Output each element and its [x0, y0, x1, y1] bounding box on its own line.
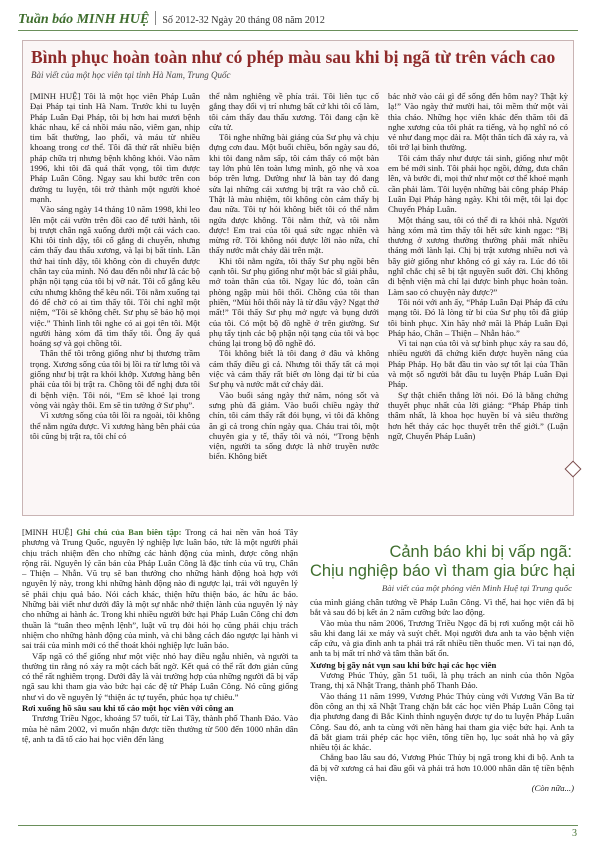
- paragraph: Thân thể tôi trông giống như bị thương trầm trọng. Xương sống của tôi bị lồi ra từ lưng tôi và giống như bị trật ra khỏi khớp. Xương hàng bên phải của tôi bị trật ra. Chồng tôi để nghị đưa tôi đi bệnh viện. Tôi nói, “Em sẽ khoẻ lại trong vòng vài ngày thôi. Em sẽ tin tưởng ở Sư phụ”.: [30, 348, 200, 410]
- paragraph: thể nằm nghiêng về phía trái. Tôi liên tục cố gắng thay đổi vị trí nhưng bất cứ khi tôi cố làm, tôi cảm thấy đau thấu xương. Tôi đang cận kề cửa tử.: [209, 91, 379, 132]
- paragraph: bác nhờ vào cái gì để sống đến hôm nay? Thật kỳ lạ!” Vào ngày thứ mười hai, tôi mềm thử một vài thìa cháo. Những học viên khác đến thăm tôi đã nghe xương của tôi phát ra tiếng, và họ nghĩ nó có vẻ như đang mọc dài ra. Một thân tích đã xảy ra, và tôi trở lại bình thường.: [388, 91, 568, 153]
- page-header: [18, 6, 578, 28]
- issue-info: Số 2012-32 Ngày 20 tháng 08 năm 2012: [162, 15, 325, 26]
- article1-column-3: [388, 91, 568, 509]
- paragraph: Vì tai nạn của tôi và sự bình phục xảy ra sau đó, nhiều người đã chứng kiến được huyền năng của Pháp Pháp. Họ bắt đầu tin vào sự tốt lại của Thần và một số người bắt đầu tu luyện Pháp Luân Đại Pháp.: [388, 338, 568, 390]
- paragraph: Trương Triều Ngọc, khoảng 57 tuổi, từ Lai Tây, thành phố Thanh Đảo. Vào mùa hè năm 2002, vì muốn nhận được tiền thưởng từ 500 đến 1000 nhân dân tệ, anh ta đã tố cáo hai học viên đến làng: [22, 713, 298, 744]
- paragraph: Khi tôi nằm ngửa, tôi thấy Sư phụ ngồi bên cạnh tôi. Sư phụ giống như một bác sĩ giải phẫu, mở toàn thân của tôi. Ngay lúc đó, toàn cân phòng ngập mùi hôi thối. Chồng của tôi than phiền, “Mùi hôi thối này là từ đâu vậy? Ngạt thở mất!” Tôi thấy Sư phụ mở ngực và bụng dưới của tôi. Có một bộ đồ nghề ở trên giường. Sư phụ tẩy tịnh các bộ phận nội tạng của tôi và bọc chúng lại trong bộ đồ nghề đó.: [209, 255, 379, 349]
- header-divider: [155, 11, 156, 25]
- paragraph: Vào sáng ngày 14 tháng 10 năm 1998, khi leo lên một cái vườn trên đồi cao để tưới hành, tôi bị trượt chân ngã xuống dưới một cái vách cao. Khi tôi tỉnh dậy, tôi cố gắng di chuyển, nhưng cảm thấy đau thấu xương, và lại bị bất tỉnh. Lần thứ hai tỉnh dậy, tôi không còn di chuyển được chân tay của mình. Nó đau đến nỗi như là các bộ phận nội tạng của tôi bị vỡ nát. Tôi cố gắng kêu cứu nhưng không thể kêu nổi. Tôi nằm xuống tại đó để chờ có ai tìm thấy tôi. Tôi chỉ nghĩ một niệm, “Tôi sẽ không chết. Sư phụ sẽ bảo hộ mọi việc.” Thình lình tôi nghe có ai gọi tên tôi. Một người hàng xóm đã tìm thấy tôi. Ông ấy quá hoảng sợ và gọi chồng tôi.: [30, 204, 200, 349]
- paragraph: Một tháng sau, tôi có thể đi ra khỏi nhà. Người hàng xóm mà tìm thấy tôi hết sức kinh ngạc: “Bị thương ở xương thường thường phải mất nhiều tháng mới lành lại. Chị bị trật xương nhiều nơi và bây giờ giống như không có gì xảy ra. Lúc đó tôi nghĩ chắc chị sẽ bị tật nguyền suốt đời. Chị không đi bệnh viện mà chỉ lại được bình phục hoàn toàn. Làm sao có chuyện này được?”: [388, 214, 568, 297]
- paragraph: của mình giảng chân tướng về Pháp Luân Công. Vì thế, hai học viên đã bị bắt và sau đó bị kết án 2 năm cưỡng bức lao động.: [310, 597, 574, 618]
- article-section-2: [18, 527, 578, 822]
- section-heading: Xương bị gãy nát vụn sau khi bức hại các học viên: [310, 659, 497, 670]
- paragraph: Tôi không biết là tôi đang ở đâu và không cảm thấy điều gì cả. Nhưng tôi thấy tất cả mọi việc và cảm thấy rất biết ơn lòng đại từ bi của Sư phụ và nước mắt cứ chảy dài.: [209, 348, 379, 390]
- paragraph: Vương Phúc Thủy, gần 51 tuổi, là phụ trách an ninh của thôn Ngõa Trang, thị xã Nhật Trang, thành phố Thanh Đảo.: [310, 670, 574, 691]
- footer-rule: [18, 825, 578, 826]
- article1-column-2: [209, 91, 379, 509]
- section-heading: Rơi xuống hồ sâu sau khi tố cáo một học viên với công an: [22, 703, 234, 714]
- dateline: [MINH HUỆ]: [22, 527, 73, 537]
- paragraph: Sự thật chiến thắng lời nói. Đó là bằng chứng thuyết phục nhất của lời giảng: “Pháp Pháp tinh thâm nhất, là khoa học huyền bí và siêu thường hơn hết thảy các học thuyết trên thế giới.” (Luận ngữ, Chuyển Pháp Luân): [388, 389, 568, 441]
- article-box-1: [22, 40, 574, 516]
- publication-name: Tuần báo MINH HUỆ: [18, 12, 150, 27]
- paragraph: Vào tháng 11 năm 1999, Vương Phúc Thủy cùng với Vương Văn Ba từ đồn công an thị xã Nhật Trang chặn bắt các học viên Pháp Luân Công tại địa phương đang đi Bắc Kinh thỉnh nguyện được tự do tu luyện Pháp Luân Công. Sau đó, anh ta cùng với nền hàng hai tham gia việc bức hại. Anh ta đã bắt giam trái phép các học viên, tống tiền họ, lục soát nhà họ và gây nhiều tội ác khác.: [310, 690, 574, 753]
- article2-title: [310, 543, 576, 581]
- editor-note-label: Ghi chú của Ban biên tập:: [76, 527, 182, 537]
- paragraph: [22, 527, 298, 651]
- article2-column-1: [22, 527, 298, 820]
- page-number: 3: [572, 828, 577, 839]
- paragraph: Tôi nói với anh ấy, “Pháp Luân Đại Pháp đã cứu mạng tôi. Đó là lòng từ bi của Sư phụ tôi đã giúp tôi bình phục. Xin hãy nhớ mãi là Pháp Luân Đại Pháp hảo, Chân – Thiện – Nhẫn hảo.”: [388, 296, 568, 338]
- paragraph: Vào mùa thu năm 2006, Trương Triều Ngọc đã bị rơi xuống một cái hồ sâu khi đang lái xe máy và suýt chết. Mọi người đưa anh ta vào bệnh viện cấp cứu, và gia đình anh ta phải trả rất nhiều tiền thuốc men. Vì tai nạn đó, anh ta bị mất trí nhớ và tâm thần bất ổn.: [310, 617, 574, 659]
- continued-note: (Còn nữa...): [531, 783, 574, 794]
- header-rule: [18, 30, 578, 31]
- paragraph: Chẳng bao lâu sau đó, Vương Phúc Thủy bị ngã trong khi đi bộ. Anh ta đã bị vỡ xương cả hai đầu gối và phải trả hơn 10.000 nhân dân tệ tiền bệnh viện.: [310, 752, 574, 784]
- paragraph: Tôi nghe những bài giảng của Sư phụ và chịu đựng cơn đau. Một buổi chiều, bốn ngày sau đó, khi tôi đang nằm sấp, tôi cảm thấy có một bàn tay lớn phủ lên toàn lưng mình, gõ nhẹ và xoa bóp trên lưng. Dường như là bàn tay đó đang sửa lại những cái xương bị trật ra vào chỗ cũ. Thật là màu nhiệm, tôi không còn cảm thấy bị đau nữa. Tôi tự hỏi không biết tôi có thể nằm ngửa được không. Tôi nằm thử, và tôi nằm được! Em trai của tôi quá sức ngạc nhiên và mừng rỡ. Tôi không nói được lời nào nữa, chỉ thấy nước mắt chảy dài trên mặt.: [209, 132, 379, 256]
- article2-column-2: [310, 597, 574, 819]
- article-title: Bình phục hoàn toàn như có phép màu sau khi bị ngã từ trên vách cao: [31, 47, 556, 67]
- title-line-1: Cảnh báo khi bị vấp ngã:: [389, 543, 572, 561]
- paragraph: [MINH HUỆ] Tôi là một học viên Pháp Luân Đại Pháp tại tỉnh Hà Nam. Trước khi tu luyện Pháp Luân Đại Pháp, tôi bị hơn hai mươi bệnh khác nhau, kể cả nhồi máu não, viêm gan, nhịp tim bất thường, lao phổi, và máu từ nhiều khoang trong cơ thể. Tôi đã thử rất nhiều biện pháp chữa trị nhưng bệnh không khỏi. Vào năm 1996, khi tôi đã quá thất vọng, tôi tìm được Pháp Luân Công. Ngay sau khi bước trên con đường tu luyện, tôi trở thành một người khoẻ mạnh.: [30, 91, 200, 204]
- editor-note-text: Trong cả hai nền văn hoá Tây phương và Trung Quốc, nguyên lý nghiệp lực luân báo, tức là một người phải chịu trách nhiệm đền cho những các hành động của mình, được công nhận rộng rãi. Nguyên lý căn bản của Pháp Luân Công là đặc tính của vũ trụ, Chân – Thiện – Nhẫn. Vũ trụ sẽ ban thưởng cho những hành động hoà hợp với nguyên lý này, trong khi những hành động nào đi ngược lại, trái với nguyên lý sẽ phải chịu quả báo. Nói cách khác, thiện hữu thiện báo, ác hữu ác báo. Những bài viết như dưới đây là một sự nhắc nhở thiện lành của nguyên lý này cho những ai hành ác. Trong khi nhiều người bức hại Pháp Luân Công chỉ đơn thuần là “tuân theo mệnh lệnh”, luật vũ trụ đòi hỏi họ cũng phải chịu trách nhiệm cho những hành động của mình, và chi bằng cách đáo ngược lại hành vi sai trái của mình mới có thể thoát khỏi nghiệp lực luân báo.: [22, 527, 298, 651]
- paragraph: Vì xương sống của tôi lồi ra ngoài, tôi không thể nằm ngửa được. Vì xương hàng bên phải của tôi cũng bị trật ra, tôi chỉ có: [30, 410, 200, 441]
- title-line-2: Chịu nghiệp báo vì tham gia bức hại: [310, 562, 576, 580]
- article1-column-1: [30, 91, 200, 509]
- article-subtitle: Bài viết của một học viên tại tỉnh Hà Nam, Trung Quốc: [31, 70, 231, 80]
- paragraph: Tôi cảm thấy như được tái sinh, giống như một em bé mới sinh. Tôi phải học ngồi, đứng, đưa chân lên, và bước đi, mọi thứ như một cơ thể khoẻ mạnh cần phải làm. Tôi luyện những bài công pháp Pháp Luân Đại Pháp hàng ngày. Khi tôi mệt, tôi lại đọc Chuyển Pháp Luân.: [388, 152, 568, 215]
- article2-subtitle: Bài viết của một phóng viên Minh Huệ tại Trung quốc: [381, 583, 572, 593]
- paragraph: Vấp ngã có thể giống như một việc nhỏ hay điều ngẫu nhiên, và người ta thường tin rằng nó xảy ra một cách bất ngờ. Kết quả có thể rất đơn giản cũng có thể rất nghiêm trọng. Dưới đây là vài trường hợp của những người đã bị vấp ngã sau khi tham gia vào bức hại các đệ tử Pháp Luân Công. Nó cũng giống như vì do về nguyên lý “thiện ác tự tuyển, phúc họa tự chiêu.”: [22, 650, 298, 702]
- paragraph: Vào buổi sáng ngày thứ năm, nóng sốt và sưng phù đã giảm. Vào buổi chiều ngày thứ chín, tôi cảm thấy rất đói bụng, vì tôi đã không ăn gì cả trong chín ngày qua. Cháu trai tôi, một chuyên gia y tế, thấy tôi và nói, “Trong bệnh viện, người ta sống được là nhờ truyền nước biển. Không biết: [209, 389, 379, 462]
